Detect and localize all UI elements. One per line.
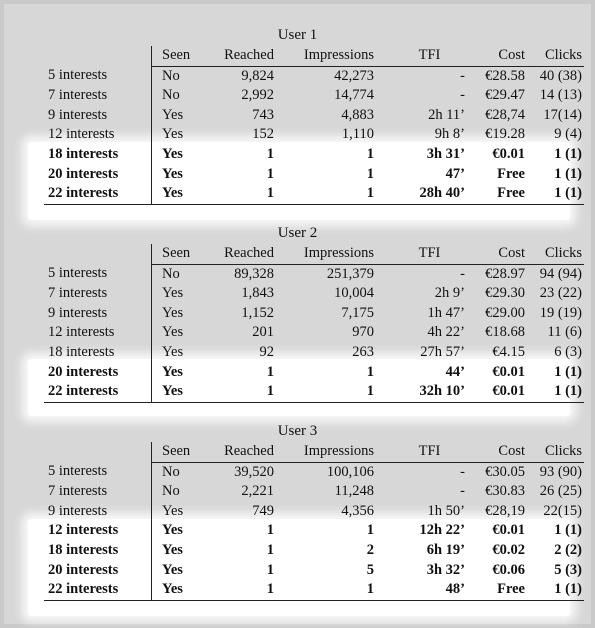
interests-cell: 12 interests (44, 125, 152, 145)
seen-cell: Yes (162, 165, 183, 182)
interests-cell: 18 interests (44, 343, 152, 363)
interests-cell: 5 interests (44, 462, 152, 482)
clicks-cell: 14 (13) (539, 87, 582, 104)
cost-cell: €29.30 (485, 285, 525, 302)
impressions-cell: 1 (366, 363, 374, 380)
table-row (44, 165, 584, 185)
impressions-cell: 2 (366, 541, 374, 558)
figure-page (4, 4, 591, 624)
clicks-cell: 11 (6) (547, 324, 582, 341)
interests-cell: 12 interests (44, 521, 152, 541)
table-row (44, 382, 584, 402)
header-interests (44, 244, 152, 264)
clicks-cell: 1 (1) (554, 165, 582, 182)
table-row (44, 462, 584, 482)
seen-cell: Yes (162, 541, 183, 558)
seen-cell: Yes (162, 285, 184, 302)
clicks-cell: 1 (1) (525, 382, 584, 402)
header-clicks: Clicks (525, 244, 584, 264)
tfi-cell: 27h 57’ (420, 343, 465, 360)
cost-cell: €0.01 (465, 382, 525, 402)
tfi-cell: 12h 22’ (419, 522, 465, 539)
seen-cell: Yes (162, 126, 184, 143)
tfi-cell: 3h 31’ (426, 145, 465, 162)
seen-cell: Yes (162, 561, 183, 578)
header-cost: Cost (465, 442, 525, 462)
impressions-cell: 7,175 (341, 304, 374, 321)
clicks-cell: 17(14) (543, 106, 582, 123)
tfi-cell: 44’ (445, 363, 465, 380)
tfi-cell: 28h 40’ (374, 184, 465, 204)
tfi-cell: - (460, 463, 465, 480)
header-impressions: Impressions (274, 442, 374, 462)
seen-cell: Yes (162, 363, 183, 380)
impressions-cell: 4,356 (341, 502, 374, 519)
header-impressions: Impressions (274, 46, 374, 66)
header-row (44, 244, 584, 264)
clicks-cell: 40 (38) (539, 67, 582, 84)
interests-cell: 20 interests (44, 165, 152, 185)
table-row (44, 125, 584, 145)
interests-cell: 20 interests (44, 363, 152, 383)
clicks-cell: 26 (25) (539, 483, 582, 500)
tfi-cell: 9h 8’ (434, 126, 465, 143)
header-cost: Cost (465, 46, 525, 66)
clicks-cell: 9 (4) (554, 126, 582, 143)
seen-cell: Yes (162, 304, 184, 321)
header-clicks: Clicks (525, 442, 584, 462)
tfi-cell: 47’ (445, 165, 465, 182)
header-reached: Reached (214, 442, 274, 462)
impressions-cell: 970 (352, 324, 374, 341)
impressions-cell: 100,106 (326, 463, 374, 480)
header-interests (44, 46, 152, 66)
seen-cell: No (162, 87, 180, 104)
table-row (44, 323, 584, 343)
header-clicks: Clicks (525, 46, 584, 66)
table-row (44, 106, 584, 126)
cost-cell: €29.00 (485, 304, 525, 321)
reached-cell: 9,824 (241, 67, 274, 84)
reached-cell: 1 (266, 561, 274, 578)
reached-cell: 1 (266, 541, 274, 558)
impressions-cell: 14,774 (334, 87, 374, 104)
reached-cell: 2,221 (241, 483, 274, 500)
interests-cell: 22 interests (44, 184, 152, 204)
seen-cell: No (162, 483, 180, 500)
table-row (44, 304, 584, 324)
tfi-cell: 32h 10’ (374, 382, 465, 402)
reached-cell: 1 (266, 165, 274, 182)
cost-cell: Free (465, 184, 525, 204)
header-tfi: TFI (374, 244, 465, 264)
tfi-cell: 1h 47’ (427, 304, 465, 321)
interests-cell: 12 interests (44, 323, 152, 343)
header-seen: Seen (152, 46, 215, 66)
impressions-cell: 11,248 (334, 483, 374, 500)
clicks-cell: 94 (94) (539, 265, 582, 282)
seen-cell: Yes (162, 324, 184, 341)
cost-cell: €30.05 (485, 463, 525, 480)
interests-cell: 7 interests (44, 482, 152, 502)
tfi-cell: 3h 32’ (426, 561, 465, 578)
impressions-cell: 251,379 (326, 265, 374, 282)
header-reached: Reached (214, 46, 274, 66)
reached-cell: 152 (252, 126, 274, 143)
interests-cell: 22 interests (44, 580, 152, 600)
impressions-cell: 1 (274, 382, 374, 402)
reached-cell: 1 (266, 363, 274, 380)
user-3-table (44, 442, 584, 601)
table-title: User 2 (277, 225, 318, 241)
impressions-cell: 1 (366, 522, 374, 539)
reached-cell: 201 (252, 324, 274, 341)
clicks-cell: 6 (3) (554, 343, 582, 360)
clicks-cell: 1 (1) (554, 522, 582, 539)
clicks-cell: 1 (1) (525, 184, 584, 204)
table-row (44, 145, 584, 165)
tfi-cell: 2h 9’ (434, 285, 465, 302)
header-impressions: Impressions (274, 244, 374, 264)
impressions-cell: 4,883 (341, 106, 374, 123)
clicks-cell: 1 (1) (525, 580, 584, 600)
seen-cell: Yes (152, 184, 215, 204)
clicks-cell: 1 (1) (554, 145, 582, 162)
cost-cell: €0.06 (492, 561, 525, 578)
table-row (44, 561, 584, 581)
cost-cell: €4.15 (492, 343, 525, 360)
cost-cell: Free (465, 580, 525, 600)
user-1-table (44, 46, 584, 205)
cost-cell: €19.28 (485, 126, 525, 143)
table-title: User 1 (277, 27, 318, 43)
cost-cell: €30.83 (485, 483, 525, 500)
impressions-cell: 1 (366, 145, 374, 162)
header-cost: Cost (465, 244, 525, 264)
reached-cell: 1 (266, 522, 274, 539)
tfi-cell: - (460, 67, 465, 84)
header-tfi: TFI (374, 442, 465, 462)
header-tfi: TFI (374, 46, 465, 66)
impressions-cell: 1 (366, 165, 374, 182)
impressions-cell: 1 (274, 184, 374, 204)
table-row (44, 482, 584, 502)
header-row (44, 46, 584, 66)
seen-cell: No (162, 67, 180, 84)
interests-cell: 9 interests (44, 106, 152, 126)
clicks-cell: 5 (3) (554, 561, 582, 578)
reached-cell: 1,843 (241, 285, 274, 302)
cost-cell: €28,74 (485, 106, 525, 123)
table-row (44, 502, 584, 522)
tfi-cell: 6h 19’ (426, 541, 465, 558)
seen-cell: Yes (162, 145, 183, 162)
cost-cell: €29.47 (485, 87, 525, 104)
cost-cell: €28.58 (485, 67, 525, 84)
tfi-cell: 4h 22’ (427, 324, 465, 341)
reached-cell: 1 (214, 580, 274, 600)
interests-cell: 18 interests (44, 145, 152, 165)
cost-cell: Free (497, 165, 525, 182)
impressions-cell: 10,004 (334, 285, 374, 302)
table-row (44, 580, 584, 600)
interests-cell: 5 interests (44, 264, 152, 284)
table-row (44, 521, 584, 541)
clicks-cell: 93 (90) (539, 463, 582, 480)
reached-cell: 2,992 (241, 87, 274, 104)
clicks-cell: 23 (22) (539, 285, 582, 302)
tfi-cell: 2h 11’ (428, 106, 465, 123)
interests-cell: 9 interests (44, 502, 152, 522)
header-reached: Reached (214, 244, 274, 264)
interests-cell: 5 interests (44, 66, 152, 86)
interests-cell: 18 interests (44, 541, 152, 561)
seen-cell: Yes (152, 580, 215, 600)
reached-cell: 89,328 (234, 265, 274, 282)
cost-cell: €0.01 (492, 145, 525, 162)
interests-cell: 22 interests (44, 382, 152, 402)
interests-cell: 20 interests (44, 561, 152, 581)
header-interests (44, 442, 152, 462)
seen-cell: Yes (162, 502, 184, 519)
reached-cell: 1,152 (241, 304, 274, 321)
user-2-table (44, 244, 584, 403)
table-row (44, 363, 584, 383)
header-seen: Seen (152, 442, 215, 462)
table-row (44, 66, 584, 86)
tfi-cell: - (460, 265, 465, 282)
interests-cell: 7 interests (44, 284, 152, 304)
tfi-cell: - (460, 87, 465, 104)
reached-cell: 39,520 (234, 463, 274, 480)
header-seen: Seen (152, 244, 215, 264)
table-row (44, 343, 584, 363)
table-row (44, 541, 584, 561)
header-row (44, 442, 584, 462)
table-row (44, 284, 584, 304)
cost-cell: €0.01 (492, 522, 525, 539)
impressions-cell: 42,273 (334, 67, 374, 84)
clicks-cell: 19 (19) (539, 304, 582, 321)
tfi-cell: 1h 50’ (427, 502, 465, 519)
table-row (44, 264, 584, 284)
reached-cell: 1 (266, 145, 274, 162)
cost-cell: €0.02 (492, 541, 525, 558)
clicks-cell: 2 (2) (554, 541, 582, 558)
interests-cell: 7 interests (44, 86, 152, 106)
reached-cell: 749 (252, 502, 274, 519)
seen-cell: Yes (152, 382, 215, 402)
impressions-cell: 263 (352, 343, 374, 360)
seen-cell: No (162, 463, 180, 480)
impressions-cell: 1,110 (341, 126, 374, 143)
clicks-cell: 22(15) (543, 502, 582, 519)
cost-cell: €28,19 (485, 502, 525, 519)
cost-cell: €18.68 (485, 324, 525, 341)
reached-cell: 743 (252, 106, 274, 123)
impressions-cell: 1 (274, 580, 374, 600)
seen-cell: No (162, 265, 180, 282)
interests-cell: 9 interests (44, 304, 152, 324)
table-title: User 3 (277, 423, 318, 439)
reached-cell: 92 (259, 343, 274, 360)
impressions-cell: 5 (366, 561, 374, 578)
tfi-cell: - (460, 483, 465, 500)
cost-cell: €28.97 (485, 265, 525, 282)
clicks-cell: 1 (1) (554, 363, 582, 380)
seen-cell: Yes (162, 106, 184, 123)
reached-cell: 1 (214, 184, 274, 204)
tfi-cell: 48’ (374, 580, 465, 600)
reached-cell: 1 (214, 382, 274, 402)
seen-cell: Yes (162, 522, 183, 539)
table-row (44, 184, 584, 204)
table-row (44, 86, 584, 106)
seen-cell: Yes (162, 343, 184, 360)
cost-cell: €0.01 (492, 363, 525, 380)
